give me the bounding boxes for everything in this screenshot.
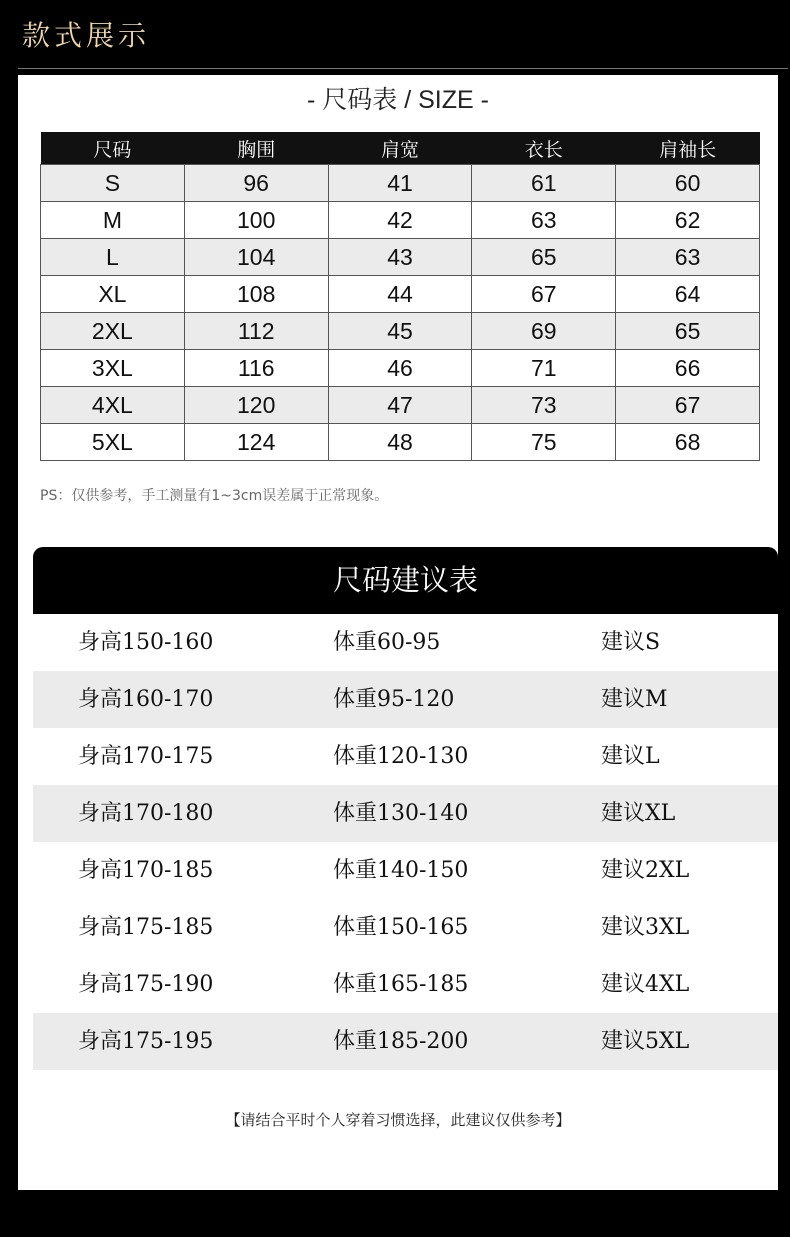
table-cell: 65 bbox=[616, 313, 760, 350]
recommendation-title: 尺码建议表 bbox=[33, 547, 778, 614]
recommendation-weight: 体重140-150 bbox=[333, 858, 469, 883]
table-cell: 63 bbox=[472, 202, 616, 239]
list-item bbox=[33, 956, 778, 1013]
table-cell: 75 bbox=[472, 424, 616, 461]
table-cell: 64 bbox=[616, 276, 760, 313]
recommendation-height: 身高175-185 bbox=[78, 915, 214, 940]
recommendation-height: 身高150-160 bbox=[78, 630, 214, 655]
table-cell: 63 bbox=[616, 239, 760, 276]
column-header: 衣长 bbox=[472, 132, 616, 165]
table-cell: 65 bbox=[472, 239, 616, 276]
recommendation-size: 建议L bbox=[601, 744, 660, 769]
table-cell: 116 bbox=[184, 350, 328, 387]
table-cell: M bbox=[41, 202, 185, 239]
table-cell: 43 bbox=[328, 239, 472, 276]
table-row bbox=[41, 387, 760, 424]
table-cell: 73 bbox=[472, 387, 616, 424]
recommendation-height: 身高175-195 bbox=[78, 1029, 214, 1054]
list-item bbox=[33, 728, 778, 785]
table-cell: 108 bbox=[184, 276, 328, 313]
recommendation-height: 身高175-190 bbox=[78, 972, 214, 997]
table-row bbox=[41, 424, 760, 461]
table-cell: 2XL bbox=[41, 313, 185, 350]
recommendation-height: 身高170-185 bbox=[78, 858, 214, 883]
table-cell: 3XL bbox=[41, 350, 185, 387]
table-cell: 71 bbox=[472, 350, 616, 387]
table-row bbox=[41, 202, 760, 239]
recommendation-height: 身高170-175 bbox=[78, 744, 214, 769]
recommendation-weight: 体重185-200 bbox=[333, 1029, 469, 1054]
recommendation-size: 建议XL bbox=[601, 801, 676, 826]
measurement-note: PS：仅供参考，手工测量有1~3cm误差属于正常现象。 bbox=[40, 488, 389, 504]
table-cell: L bbox=[41, 239, 185, 276]
table-cell: 45 bbox=[328, 313, 472, 350]
table-cell: XL bbox=[41, 276, 185, 313]
recommendation-size: 建议2XL bbox=[601, 858, 690, 883]
list-item bbox=[33, 614, 778, 671]
column-header: 尺码 bbox=[41, 132, 185, 165]
recommendation-footer: 【请结合平时个人穿着习惯选择，此建议仅供参考】 bbox=[225, 1111, 571, 1129]
table-cell: 5XL bbox=[41, 424, 185, 461]
table-cell: 41 bbox=[328, 165, 472, 202]
table-cell: 62 bbox=[616, 202, 760, 239]
recommendation-list bbox=[33, 614, 778, 1070]
table-cell: 67 bbox=[472, 276, 616, 313]
table-cell: 112 bbox=[184, 313, 328, 350]
recommendation-size: 建议5XL bbox=[601, 1029, 690, 1054]
list-item bbox=[33, 899, 778, 956]
list-item bbox=[33, 671, 778, 728]
table-cell: 66 bbox=[616, 350, 760, 387]
table-cell: 61 bbox=[472, 165, 616, 202]
recommendation-size: 建议3XL bbox=[601, 915, 690, 940]
recommendation-height: 身高160-170 bbox=[78, 687, 214, 712]
table-cell: 4XL bbox=[41, 387, 185, 424]
page-title: 款式展示 bbox=[22, 19, 151, 52]
table-row bbox=[41, 313, 760, 350]
table-row bbox=[41, 276, 760, 313]
recommendation-height: 身高170-180 bbox=[78, 801, 214, 826]
table-cell: 120 bbox=[184, 387, 328, 424]
recommendation-size: 建议M bbox=[601, 687, 668, 712]
recommendation-weight: 体重165-185 bbox=[333, 972, 469, 997]
recommendation-size: 建议S bbox=[601, 630, 661, 655]
table-cell: 42 bbox=[328, 202, 472, 239]
column-header: 肩袖长 bbox=[616, 132, 760, 165]
table-cell: S bbox=[41, 165, 185, 202]
column-header: 肩宽 bbox=[328, 132, 472, 165]
recommendation-weight: 体重150-165 bbox=[333, 915, 469, 940]
table-row bbox=[41, 350, 760, 387]
table-cell: 48 bbox=[328, 424, 472, 461]
table-row bbox=[41, 165, 760, 202]
table-cell: 104 bbox=[184, 239, 328, 276]
recommendation-weight: 体重120-130 bbox=[333, 744, 469, 769]
content-panel bbox=[18, 75, 778, 1190]
table-cell: 68 bbox=[616, 424, 760, 461]
table-row bbox=[41, 239, 760, 276]
recommendation-weight: 体重130-140 bbox=[333, 801, 469, 826]
table-cell: 96 bbox=[184, 165, 328, 202]
size-chart-header-row bbox=[41, 132, 760, 165]
table-cell: 100 bbox=[184, 202, 328, 239]
table-cell: 60 bbox=[616, 165, 760, 202]
recommendation-weight: 体重60-95 bbox=[333, 630, 441, 655]
table-cell: 67 bbox=[616, 387, 760, 424]
column-header: 胸围 bbox=[184, 132, 328, 165]
table-cell: 44 bbox=[328, 276, 472, 313]
table-cell: 46 bbox=[328, 350, 472, 387]
table-cell: 124 bbox=[184, 424, 328, 461]
list-item bbox=[33, 785, 778, 842]
recommendation-weight: 体重95-120 bbox=[333, 687, 455, 712]
size-chart-table bbox=[40, 132, 760, 461]
recommendation-size: 建议4XL bbox=[601, 972, 690, 997]
table-cell: 69 bbox=[472, 313, 616, 350]
size-chart-title: - 尺码表 / SIZE - bbox=[307, 86, 489, 114]
table-cell: 47 bbox=[328, 387, 472, 424]
list-item bbox=[33, 842, 778, 899]
header-divider bbox=[18, 68, 788, 69]
list-item bbox=[33, 1013, 778, 1070]
